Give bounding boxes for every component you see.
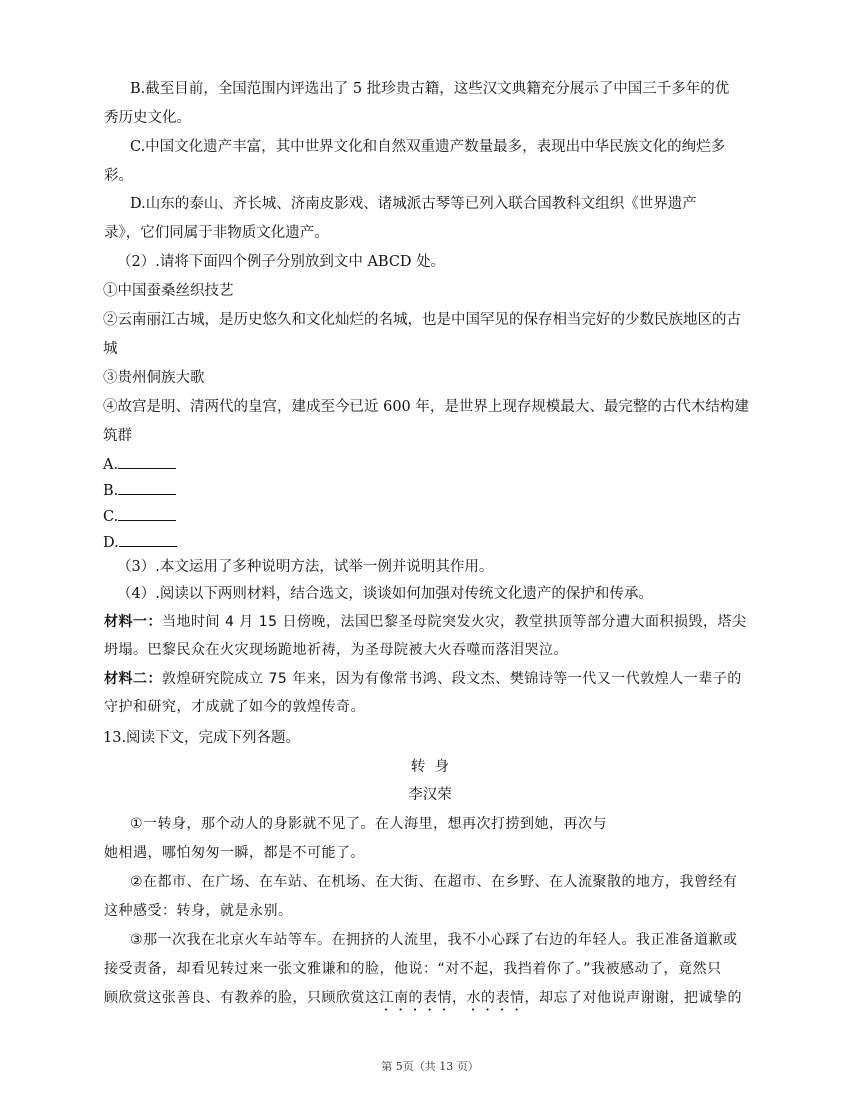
blank-a-label: A. [103, 457, 119, 473]
option-c-line-1: C.中国文化遗产丰富，其中世界文化和自然双重遗产数量最多，表现出中华民族文化的绚烂多 [130, 139, 726, 155]
material-1-line-1 [104, 612, 747, 632]
blank-d-label: D. [103, 535, 119, 551]
subquestion-2: （2）.请将下面四个例子分别放到文中 ABCD 处。 [117, 254, 446, 270]
paragraph-2-line-2: 这种感受：转身，就是永别。 [104, 903, 293, 919]
paragraph-3-line-1: ③那一次我在北京火车站等车。在拥挤的人流里，我不小心踩了右边的年轻人。我正准备道歉或 [130, 932, 738, 948]
option-d-line-1: D.山东的泰山、齐长城、济南皮影戏、诸城派古琴等已列入联合国教科文组织《世界遗产 [130, 196, 697, 212]
emphasized-jiangnan-expression: 江南的表情 [379, 990, 452, 1006]
option-d-line-2: 录》，它们同属于非物质文化遗产。 [104, 225, 329, 241]
question-13-intro: 13.阅读下文，完成下列各题。 [103, 730, 301, 746]
answer-blank-d [103, 533, 177, 553]
example-1: ①中国蚕桑丝织技艺 [103, 283, 234, 299]
material-2-line-1 [104, 669, 742, 689]
option-c-line-2: 彩。 [104, 168, 133, 184]
blank-c-label: C. [103, 509, 119, 525]
option-b-line-1: B.截至目前，全国范围内评选出了 5 批珍贵古籍，这些汉文典籍充分展示了中国三千多年的优 [130, 81, 730, 97]
p3-text-a: 顾欣赏这张善良、有教养的脸，只顾欣赏这 [104, 990, 380, 1006]
subquestion-4: （4）.阅读以下两则材料，结合选文，谈谈如何加强对传统文化遗产的保护和传承。 [117, 586, 653, 602]
blank-d-field[interactable] [119, 534, 177, 547]
emphasized-water-expression: 水的表情 [466, 990, 525, 1006]
material-1-text-1: 当地时间 4 月 15 日傍晚，法国巴黎圣母院突发火灾，教堂拱顶等部分遭大面积损毁，塔尖 [162, 614, 747, 630]
answer-blank-c [103, 507, 176, 527]
answer-blank-a [103, 455, 176, 475]
example-2-line-1: ②云南丽江古城，是历史悠久和文化灿烂的名城，也是中国罕见的保存相当完好的少数民族地区的古 [103, 312, 741, 328]
blank-b-field[interactable] [118, 482, 176, 495]
example-3: ③贵州侗族大歌 [103, 370, 205, 386]
material-2-line-2: 守护和研究，才成就了如今的敦煌传奇。 [104, 699, 365, 715]
paragraph-1-line-2: 她相遇，哪怕匆匆一瞬，都是不可能了。 [104, 845, 365, 861]
answer-blank-b [103, 481, 176, 501]
blank-b-label: B. [103, 483, 119, 499]
blank-c-field[interactable] [118, 508, 176, 521]
paragraph-2-line-1: ②在都市、在广场、在车站、在机场、在大街、在超市、在乡野、在人流聚散的地方，我曾经有 [130, 874, 738, 890]
paragraph-1-line-1: ①一转身，那个动人的身影就不见了。在人海里，想再次打捞到她，再次与 [130, 816, 608, 832]
p3-text-c: ， [452, 990, 467, 1006]
material-1-label: 材料一： [104, 614, 162, 630]
material-1-line-2: 坍塌。巴黎民众在火灾现场跪地祈祷，为圣母院被大火吞噬而落泪哭泣。 [104, 642, 568, 658]
material-2-label: 材料二： [104, 671, 162, 687]
paragraph-3-line-2: 接受责备，却看见转过来一张文雅谦和的脸，他说：“对不起，我挡着你了。”我被感动了，竟然只 [104, 961, 722, 977]
p3-text-e: ，却忘了对他说声谢谢，把诚挚的 [524, 990, 742, 1006]
option-b-line-2: 秀历史文化。 [104, 110, 191, 126]
material-2-text-1: 敦煌研究院成立 75 年来，因为有像常书鸿、段文杰、樊锦诗等一代又一代敦煌人一辈子的 [162, 671, 742, 687]
example-4-line-1: ④故宫是明、清两代的皇宫，建成至今已近 600 年，是世界上现存规模最大、最完整的古代木结构建 [103, 399, 749, 415]
blank-a-field[interactable] [118, 456, 176, 469]
example-4-line-2: 筑群 [103, 428, 132, 444]
example-2-line-2: 城 [103, 341, 118, 357]
page-number-footer: 第 5页（共 13 页） [381, 1060, 479, 1073]
article-title: 转 身 [410, 759, 450, 775]
paragraph-3-line-3 [104, 988, 742, 1014]
subquestion-3: （3）.本文运用了多种说明方法，试举一例并说明其作用。 [117, 559, 494, 575]
article-author: 李汉荣 [408, 787, 452, 803]
